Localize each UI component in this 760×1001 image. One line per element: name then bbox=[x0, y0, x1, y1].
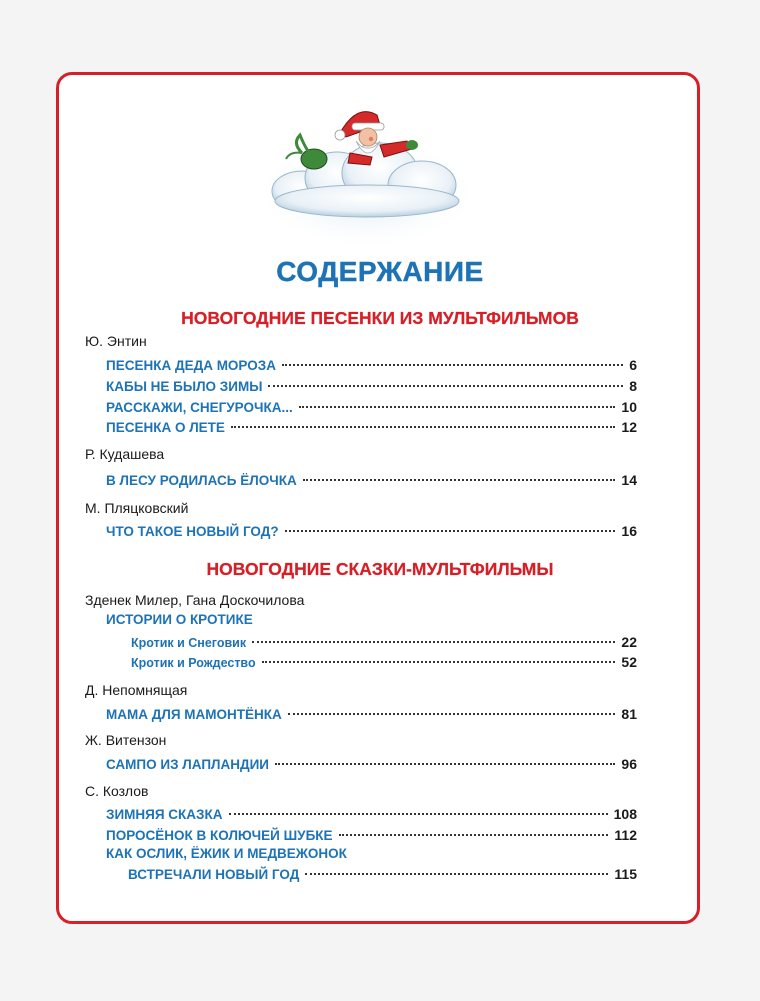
toc-entry-title: Кротик и Снеговик bbox=[131, 636, 247, 650]
toc-entry[interactable] bbox=[106, 470, 637, 490]
section-heading-songs: НОВОГОДНИЕ ПЕСЕНКИ ИЗ МУЛЬТФИЛЬМОВ bbox=[181, 308, 579, 328]
dot-leader bbox=[339, 834, 609, 836]
toc-entry-title: ПОРОСЁНОК В КОЛЮЧЕЙ ШУБКЕ bbox=[106, 828, 333, 843]
author-kozlov: С. Козлов bbox=[85, 783, 149, 799]
toc-entry-title: САМПО ИЗ ЛАПЛАНДИИ bbox=[106, 757, 270, 772]
toc-entry[interactable] bbox=[106, 397, 637, 417]
toc-entry-page: 52 bbox=[621, 654, 637, 670]
toc-entry-page: 14 bbox=[621, 472, 637, 488]
dot-leader bbox=[305, 873, 608, 875]
toc-entry[interactable] bbox=[131, 632, 637, 652]
toc-entry-title: РАССКАЖИ, СНЕГУРОЧКА... bbox=[106, 400, 293, 415]
author-entin: Ю. Энтин bbox=[85, 333, 147, 349]
toc-entry-title: МАМА ДЛЯ МАМОНТЁНКА bbox=[106, 707, 282, 722]
series-title[interactable]: ИСТОРИИ О КРОТИКЕ bbox=[106, 612, 253, 627]
dot-leader bbox=[268, 385, 623, 387]
dot-leader bbox=[275, 763, 615, 765]
dot-leader bbox=[288, 713, 616, 715]
toc-entry[interactable] bbox=[106, 376, 637, 396]
author-vitenzon: Ж. Витензон bbox=[85, 732, 167, 748]
dot-leader bbox=[299, 406, 616, 408]
toc-entry-title: В ЛЕСУ РОДИЛАСЬ ЁЛОЧКА bbox=[106, 473, 297, 488]
toc-entry[interactable] bbox=[106, 355, 637, 375]
author-miler: Зденек Милер, Гана Доскочилова bbox=[85, 592, 305, 608]
toc-entry-page: 10 bbox=[621, 399, 637, 415]
dot-leader bbox=[285, 530, 616, 532]
toc-entry-title: Кротик и Рождество bbox=[131, 656, 256, 670]
toc-entry-title-line2: ВСТРЕЧАЛИ НОВЫЙ ГОД bbox=[128, 867, 300, 882]
toc-entry-page: 115 bbox=[614, 866, 637, 882]
page-title: СОДЕРЖАНИЕ bbox=[276, 256, 484, 287]
toc-entry-page: 108 bbox=[613, 806, 637, 822]
toc-entry-page: 16 bbox=[621, 523, 637, 539]
dot-leader bbox=[252, 641, 615, 643]
toc-entry[interactable] bbox=[106, 754, 637, 774]
dot-leader bbox=[303, 479, 616, 481]
toc-entry[interactable] bbox=[106, 825, 637, 845]
toc-entry-title: ПЕСЕНКА ДЕДА МОРОЗА bbox=[106, 358, 276, 373]
section-heading-tales: НОВОГОДНИЕ СКАЗКИ-МУЛЬТФИЛЬМЫ bbox=[206, 559, 554, 579]
dot-leader bbox=[262, 661, 616, 663]
toc-entry-page: 8 bbox=[629, 378, 637, 394]
dot-leader bbox=[282, 364, 623, 366]
toc-entry-title: ЗИМНЯЯ СКАЗКА bbox=[106, 807, 223, 822]
author-nepomnyashchaya: Д. Непомнящая bbox=[85, 682, 188, 698]
author-kudasheva: Р. Кудашева bbox=[85, 446, 165, 462]
toc-entry-page: 112 bbox=[614, 827, 637, 843]
toc-entry-page: 96 bbox=[621, 756, 637, 772]
dot-leader bbox=[229, 813, 608, 815]
santa-on-cloud-illustration bbox=[262, 93, 472, 243]
toc-entry-title-line1[interactable]: КАК ОСЛИК, ЁЖИК И МЕДВЕЖОНОК bbox=[106, 846, 347, 861]
toc-entry-title: КАБЫ НЕ БЫЛО ЗИМЫ bbox=[106, 379, 263, 394]
toc-entry-page: 81 bbox=[621, 706, 637, 722]
toc-entry[interactable] bbox=[128, 864, 637, 884]
toc-entry-title: ПЕСЕНКА О ЛЕТЕ bbox=[106, 420, 225, 435]
toc-entry[interactable] bbox=[106, 804, 637, 824]
toc-entry[interactable] bbox=[106, 521, 637, 541]
toc-entry[interactable] bbox=[106, 704, 637, 724]
toc-entry[interactable] bbox=[131, 652, 637, 672]
toc-entry-page: 12 bbox=[621, 419, 637, 435]
author-plyatskovsky: М. Пляцковский bbox=[85, 500, 189, 516]
toc-entry-title: ЧТО ТАКОЕ НОВЫЙ ГОД? bbox=[106, 524, 279, 539]
toc-entry-page: 22 bbox=[621, 634, 637, 650]
toc-entry-page: 6 bbox=[629, 357, 637, 373]
dot-leader bbox=[231, 426, 615, 428]
toc-entry[interactable] bbox=[106, 417, 637, 437]
